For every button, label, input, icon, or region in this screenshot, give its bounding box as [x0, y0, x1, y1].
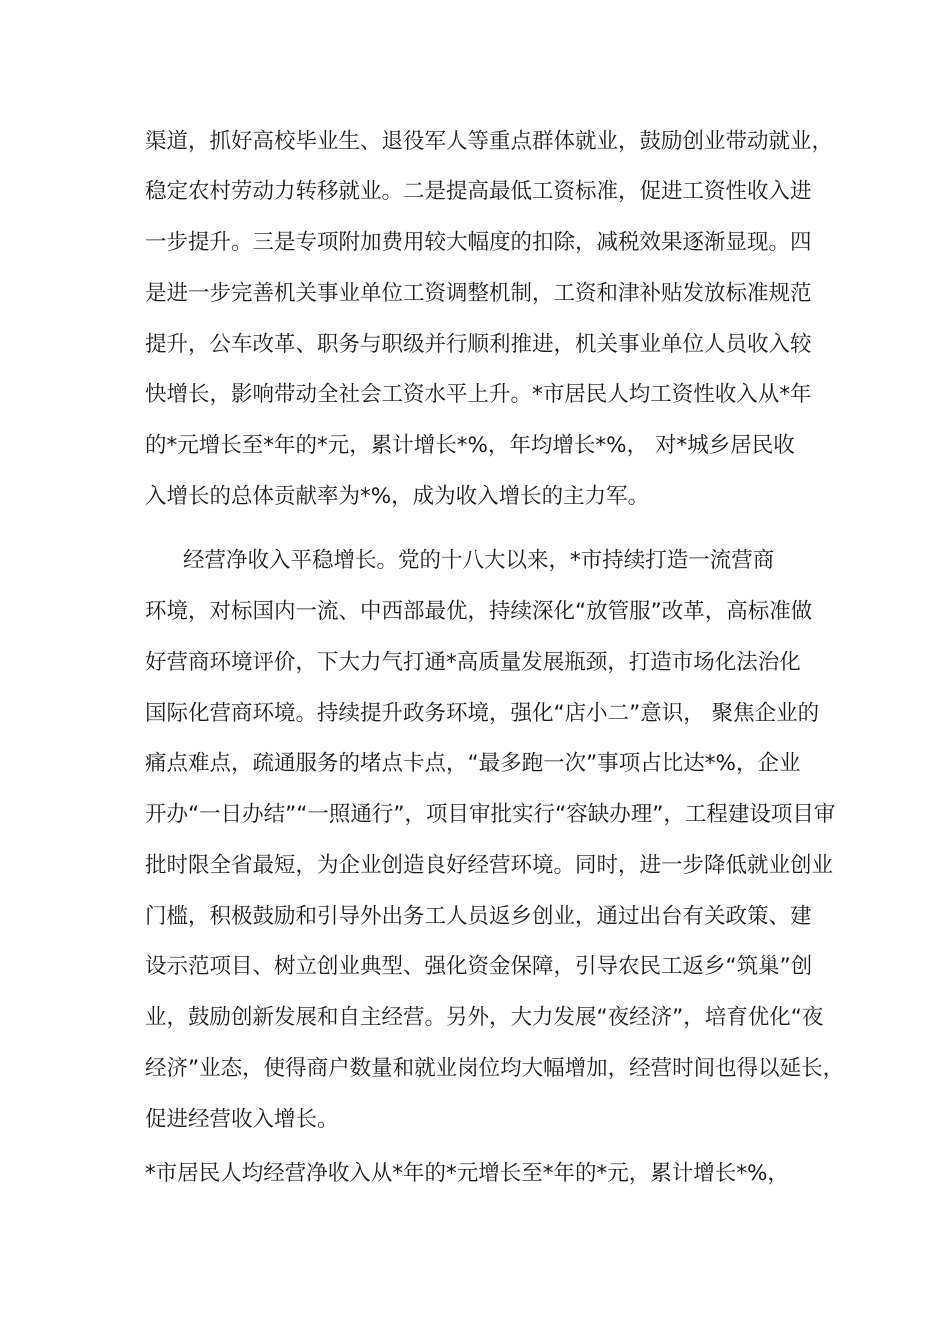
paragraph-2-line-5: 痛点难点，疏通服务的堵点卡点，“最多跑一次”事项占比达*%，企业 [145, 751, 801, 776]
paragraph-1-line-8: 入增长的总体贡献率为*%，成为收入增长的主力军。 [145, 484, 650, 509]
paragraph-2-line-12: 促进经营收入增长。 [145, 1107, 339, 1132]
paragraph-2-line-3: 好营商环境评价，下大力气打通*高质量发展瓶颈，打造市场化法治化 [145, 650, 801, 675]
paragraph-1-line-3: 一步提升。三是专项附加费用较大幅度的扣除，减税效果逐渐显现。四 [145, 230, 812, 255]
paragraph-2-line-2: 环境，对标国内一流、中西部最优，持续深化“放管服”改革，高标准做 [145, 599, 813, 624]
paragraph-1-line-1: 渠道，抓好高校毕业生、退役军人等重点群体就业，鼓励创业带动就业， [145, 129, 834, 154]
paragraph-2-line-8: 门槛，积极鼓励和引导外出务工人员返乡创业，通过出台有关政策、建 [145, 904, 812, 929]
paragraph-3-line-1: *市居民人均经营净收入从*年的*元增长至*年的*元，累计增长*%， [145, 1161, 789, 1186]
paragraph-1-line-4: 是进一步完善机关事业单位工资调整机制，工资和津补贴发放标准规范 [145, 281, 812, 306]
paragraph-2-line-7: 批时限全省最短，为企业创造良好经营环境。同时，进一步降低就业创业 [145, 853, 834, 878]
paragraph-2-line-10: 业，鼓励创新发展和自主经营。另外，大力发展“夜经济”，培育优化“夜 [145, 1005, 824, 1030]
paragraph-2-line-4: 国际化营商环境。持续提升政务环境，强化“店小二”意识， 聚焦企业的 [145, 701, 820, 726]
paragraph-1-line-7: 的*元增长至*年的*元，累计增长*%，年均增长*%， 对*城乡居民收 [145, 433, 795, 458]
paragraph-1-line-6: 快增长，影响带动全社会工资水平上升。*市居民人均工资性收入从*年 [145, 382, 812, 407]
paragraph-1-line-5: 提升，公车改革、职务与职级并行顺利推进，机关事业单位人员收入较 [145, 332, 812, 357]
paragraph-2-line-6: 开办“一日办结”“一照通行”，项目审批实行“容缺办理”，工程建设项目审 [145, 802, 836, 827]
paragraph-2-line-1: 经营净收入平稳增长。党的十八大以来，*市持续打造一流营商 [183, 548, 775, 573]
paragraph-2-line-9: 设示范项目、树立创业典型、强化资金保障，引导农民工返乡“筑巢”创 [145, 954, 813, 979]
paragraph-1-line-2: 稳定农村劳动力转移就业。二是提高最低工资标准，促进工资性收入进 [145, 179, 812, 204]
paragraph-2-line-11: 经济”业态，使得商户数量和就业岗位均大幅增加，经营时间也得以延长， [145, 1056, 845, 1081]
